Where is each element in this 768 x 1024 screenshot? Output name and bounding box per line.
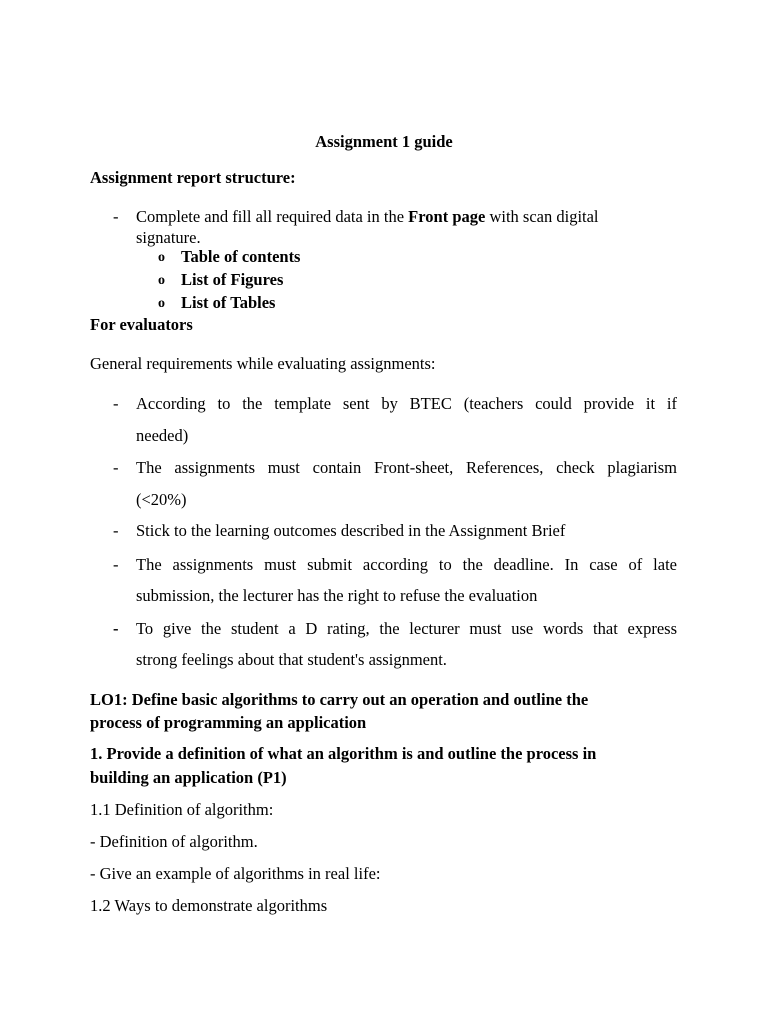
requirement-line-continuation: strong feelings about that student's assignment. <box>136 650 447 669</box>
example-item: - Give an example of algorithms in real life: <box>90 864 381 883</box>
task1-heading-continuation: building an application (P1) <box>90 768 287 787</box>
document-title: Assignment 1 guide <box>315 132 453 151</box>
task1-heading: 1. Provide a definition of what an algorithm is and outline the process in <box>90 744 597 763</box>
circle-bullet-icon: o <box>158 250 165 265</box>
report-structure-heading: Assignment report structure: <box>90 168 296 187</box>
front-page-bold: Front page <box>408 207 486 226</box>
requirement-line: The assignments must submit according to the deadline. In case of late <box>136 555 677 574</box>
requirement-line: Stick to the learning outcomes described in the Assignment Brief <box>136 521 566 540</box>
sub-item-list-of-figures: List of Figures <box>181 270 284 289</box>
requirement-line-continuation: (<20%) <box>136 490 187 509</box>
circle-bullet-icon: o <box>158 296 165 311</box>
front-page-text-post: with scan digital <box>485 207 599 226</box>
requirement-line: According to the template sent by BTEC (teachers could provide it if <box>136 394 677 413</box>
requirement-line-continuation: submission, the lecturer has the right to refuse the evaluation <box>136 586 538 605</box>
lo1-heading: LO1: Define basic algorithms to carry out an operation and outline the <box>90 690 589 709</box>
front-page-item-continuation: signature. <box>136 228 201 247</box>
general-requirements-text: General requirements while evaluating assignments: <box>90 354 436 373</box>
list-bullet: - <box>113 458 119 477</box>
front-page-text-pre: Complete and fill all required data in the <box>136 207 409 226</box>
list-bullet: - <box>113 207 119 226</box>
list-bullet: - <box>113 619 119 638</box>
circle-bullet-icon: o <box>158 273 165 288</box>
requirement-line: To give the student a D rating, the lecturer must use words that express <box>136 619 677 638</box>
section-1-2: 1.2 Ways to demonstrate algorithms <box>90 896 328 915</box>
requirement-line: The assignments must contain Front-sheet, References, check plagiarism <box>136 458 677 477</box>
sub-item-table-of-contents: Table of contents <box>181 247 301 266</box>
front-page-item <box>136 206 599 228</box>
definition-item: - Definition of algorithm. <box>90 832 258 851</box>
list-bullet: - <box>113 521 119 540</box>
requirement-line-continuation: needed) <box>136 426 189 445</box>
section-1-1: 1.1 Definition of algorithm: <box>90 800 274 819</box>
lo1-heading-continuation: process of programming an application <box>90 713 367 732</box>
list-bullet: - <box>113 555 119 574</box>
sub-item-list-of-tables: List of Tables <box>181 293 276 312</box>
evaluators-heading: For evaluators <box>90 315 193 334</box>
list-bullet: - <box>113 394 119 413</box>
